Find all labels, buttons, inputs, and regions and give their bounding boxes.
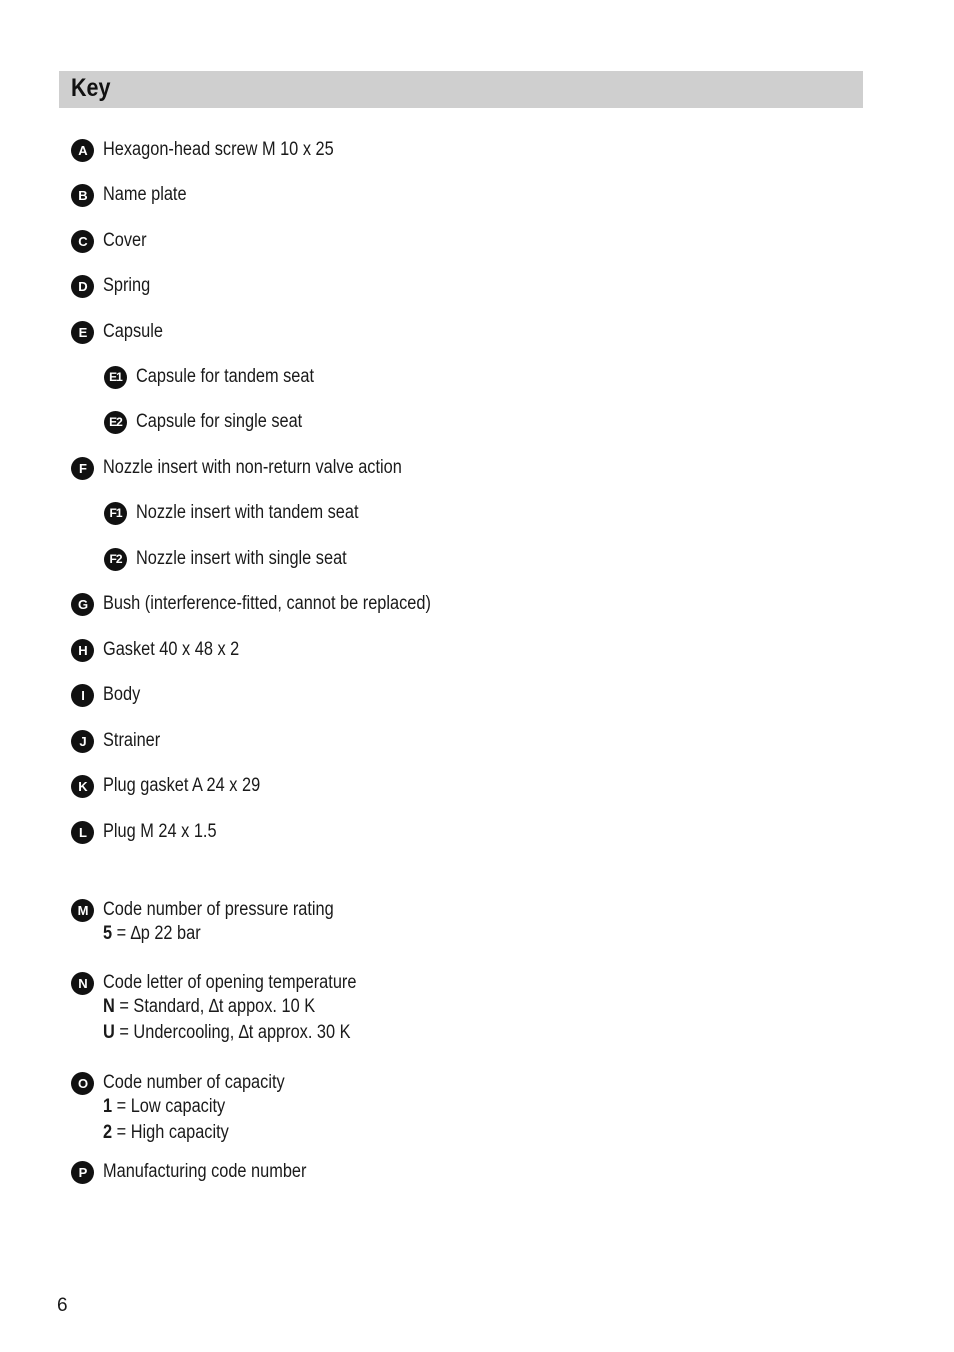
- badge-p-icon: P: [71, 1161, 94, 1184]
- key-item-label: Manufacturing code number: [103, 1161, 307, 1182]
- key-item-n: [71, 970, 398, 996]
- key-item-label: Hexagon-head screw M 10 x 25: [103, 139, 334, 160]
- detail-text: = Low capacity: [112, 1096, 226, 1117]
- page-number: 6: [57, 1295, 68, 1316]
- key-item-label: Name plate: [103, 184, 187, 205]
- key-item-j: [71, 728, 170, 754]
- key-item-label: Capsule for single seat: [136, 411, 303, 432]
- detail-key: N: [103, 996, 115, 1017]
- detail-key: 5: [103, 923, 113, 944]
- pressure-rating-detail: [103, 923, 201, 945]
- badge-c-icon: C: [71, 230, 94, 253]
- key-item-label: Code number of capacity: [103, 1072, 285, 1093]
- key-header-bar: [59, 71, 863, 108]
- badge-e2-icon: E2: [104, 411, 127, 434]
- key-item-label: Code number of pressure rating: [103, 899, 334, 920]
- key-item-f: [71, 455, 450, 481]
- badge-e1-icon: E1: [104, 366, 127, 389]
- detail-text: = ∆p 22 bar: [112, 923, 201, 944]
- key-item-p: [71, 1159, 340, 1185]
- key-item-f1: [104, 500, 395, 526]
- key-item-label: Capsule for tandem seat: [136, 366, 315, 387]
- capacity-detail-low: [103, 1096, 225, 1118]
- detail-key: 2: [103, 1122, 113, 1143]
- key-item-i: [71, 682, 146, 708]
- key-item-label: Bush (interference-fitted, cannot be replaced): [103, 593, 431, 614]
- detail-text: = Standard, ∆t appox. 10 K: [114, 996, 316, 1017]
- key-item-a: [71, 137, 371, 163]
- key-item-c: [71, 228, 154, 254]
- key-item-label: Plug gasket A 24 x 29: [103, 775, 261, 796]
- badge-e-icon: E: [71, 321, 94, 344]
- badge-f-icon: F: [71, 457, 94, 480]
- badge-k-icon: K: [71, 775, 94, 798]
- key-item-l: [71, 819, 235, 845]
- key-item-k: [71, 773, 286, 799]
- key-item-label: Code letter of opening temperature: [103, 972, 357, 993]
- badge-f2-icon: F2: [104, 548, 127, 571]
- badge-i-icon: I: [71, 684, 94, 707]
- key-item-label: Capsule: [103, 321, 163, 342]
- key-item-label: Spring: [103, 275, 151, 296]
- badge-d-icon: D: [71, 275, 94, 298]
- key-item-label: Nozzle insert with single seat: [136, 548, 347, 569]
- badge-h-icon: H: [71, 639, 94, 662]
- key-item-o: [71, 1070, 314, 1096]
- key-item-e1: [104, 364, 343, 390]
- badge-j-icon: J: [71, 730, 94, 753]
- page-title: Key: [71, 74, 111, 102]
- key-item-e2: [104, 409, 329, 435]
- badge-b-icon: B: [71, 184, 94, 207]
- badge-a-icon: A: [71, 139, 94, 162]
- detail-key: U: [103, 1022, 115, 1043]
- badge-o-icon: O: [71, 1072, 94, 1095]
- badge-n-icon: N: [71, 972, 94, 995]
- detail-text: = High capacity: [112, 1122, 229, 1143]
- badge-l-icon: L: [71, 821, 94, 844]
- detail-key: 1: [103, 1096, 113, 1117]
- key-item-b: [71, 182, 200, 208]
- key-item-label: Plug M 24 x 1.5: [103, 821, 217, 842]
- key-item-label: Nozzle insert with non-return valve action: [103, 457, 402, 478]
- capacity-detail-high: [103, 1122, 229, 1144]
- key-item-label: Nozzle insert with tandem seat: [136, 502, 359, 523]
- key-item-e: [71, 319, 173, 345]
- opening-temperature-detail-undercooling: [103, 1022, 351, 1044]
- key-item-g: [71, 591, 484, 617]
- badge-f1-icon: F1: [104, 502, 127, 525]
- key-item-f2: [104, 546, 381, 572]
- detail-text: = Undercooling, ∆t approx. 30 K: [114, 1022, 351, 1043]
- key-item-label: Gasket 40 x 48 x 2: [103, 639, 240, 660]
- key-item-label: Body: [103, 684, 141, 705]
- badge-g-icon: G: [71, 593, 94, 616]
- key-item-h: [71, 637, 261, 663]
- key-item-label: Strainer: [103, 730, 161, 751]
- badge-m-icon: M: [71, 899, 94, 922]
- key-item-m: [71, 897, 371, 923]
- key-item-d: [71, 273, 158, 299]
- opening-temperature-detail-standard: [103, 996, 315, 1018]
- key-item-label: Cover: [103, 230, 147, 251]
